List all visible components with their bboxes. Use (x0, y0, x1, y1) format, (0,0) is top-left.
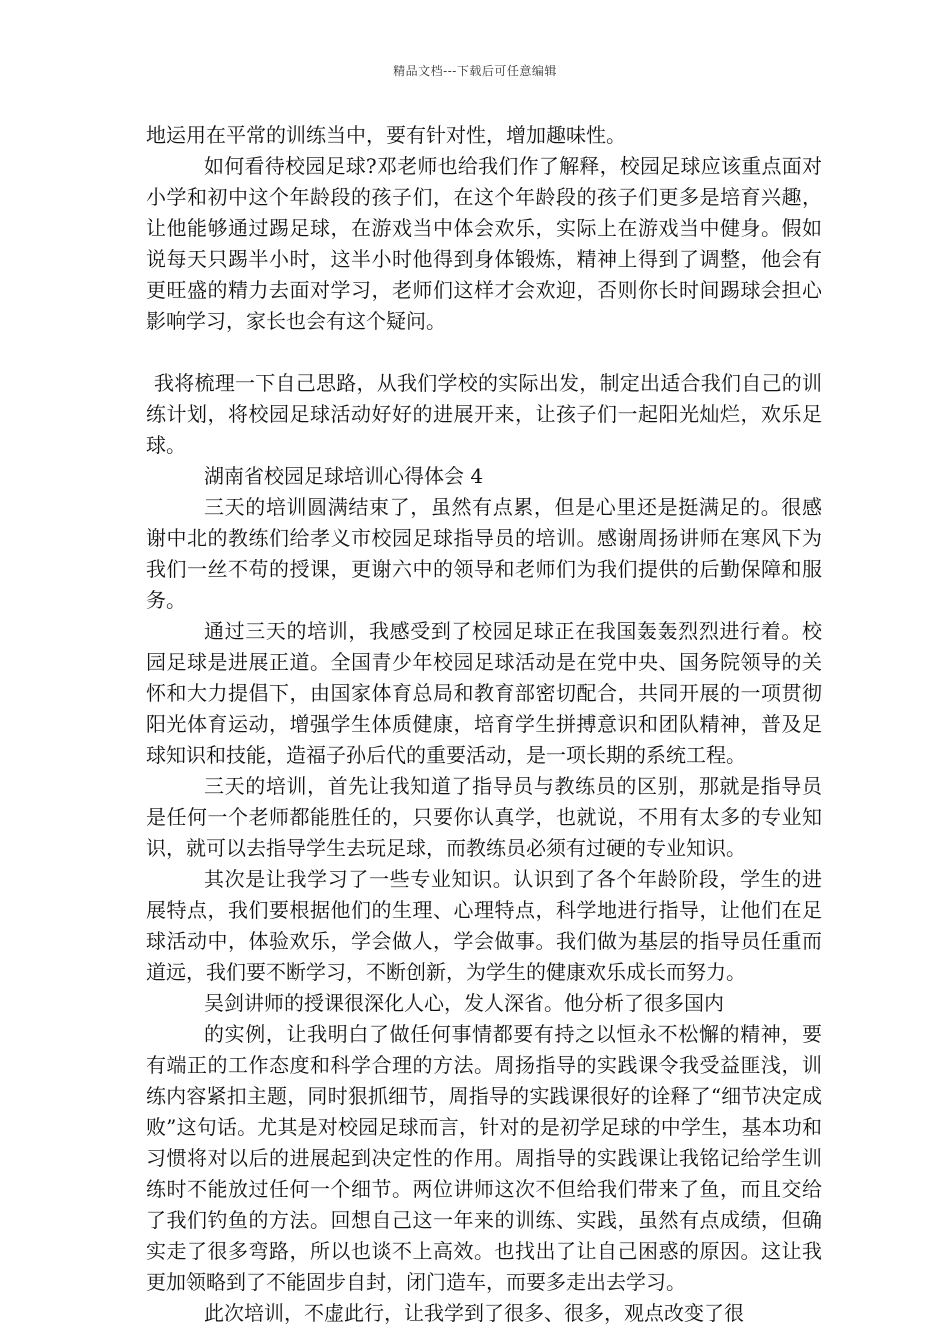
document-body (146, 120, 822, 1329)
section-heading: 湖南省校园足球培训心得体会 4 (204, 464, 484, 488)
page-header: 精品文档---下载后可任意编辑 (393, 64, 557, 78)
paragraph-training-plan: 我将梳理一下自己思路，从我们学校的实际出发，制定出适合我们自己的训练计划，将校园足球活动好好的进展开来，让孩子们一起阳光灿烂，欢乐足球。 (146, 371, 822, 457)
paragraph-professional-knowledge: 其次是让我学习了一些专业知识。认识到了各个年龄阶段，学生的进展特点，我们要根据他们的生理、心理特点，科学地进行指导，让他们在足球活动中，体验欢乐，学会做人，学会做事。我们做为基层的指导员任重而道远，我们要不断学习，不断创新，为学生的健康欢乐成长而努力。 (146, 867, 822, 984)
paragraph-instructor-difference: 三天的培训，首先让我知道了指导员与教练员的区别，那就是指导员是任何一个老师都能胜任的，只要你认真学，也就说，不用有太多的专业知识，就可以去指导学生去玩足球，而教练员必须有过硬的专业知识。 (146, 774, 822, 860)
paragraph-campus-football-view: 如何看待校园足球?邓老师也给我们作了解释，校园足球应该重点面对小学和初中这个年龄段的孩子们，在这个年龄段的孩子们更多是培育兴趣，让他能够通过踢足球，在游戏当中体会欢乐，实际上在游戏当中健身。假如说每天只踢半小时，这半小时他得到身体锻炼，精神上得到了调整，他会有更旺盛的精力去面对学习，老师们这样才会欢迎，否则你长时间踢球会担心影响学习，家长也会有这个疑问。 (146, 154, 822, 333)
paragraph-examples: 的实例，让我明白了做任何事情都要有持之以恒永不松懈的精神，要有端正的工作态度和科学合理的方法。周扬指导的实践课令我受益匪浅，训练内容紧扣主题，同时狠抓细节，周指导的实践课很好的诠释了“细节决定成败”这句话。尤其是对校园足球而言，针对的是初学足球的中学生，基本功和习惯将对以后的进展起到决定性的作用。周指导的实践课让我铭记给学生训练时不能放过任何一个细节。两位讲师这次不但给我们带来了鱼，而且交给了我们钓鱼的方法。回想自己这一年来的训练、实践，虽然有点成绩，但确实走了很多弯路，所以也谈不上高效。也找出了让自己困惑的原因。这让我更加领略到了不能固步自封，闭门造车，而要多走出去学习。 (146, 1022, 822, 1294)
paragraph-three-days: 通过三天的培训，我感受到了校园足球正在我国轰轰烈烈进行着。校园足球是进展正道。全国青少年校园足球活动是在党中央、国务院领导的关怀和大力提倡下，由国家体育总局和教育部密切配合，共同开展的一项贯彻阳光体育运动，增强学生体质健康，培育学生拼搏意识和团队精神，普及足球知识和技能，造福子孙后代的重要活动，是一项长期的系统工程。 (146, 619, 822, 767)
paragraph-continuation: 地运用在平常的训练当中，要有针对性，增加趣味性。 (146, 123, 626, 147)
paragraph-training-ended: 三天的培训圆满结束了，虽然有点累，但是心里还是挺满足的。很感谢中北的教练们给孝义市校园足球指导员的培训。感谢周扬讲师在寒风下为我们一丝不苟的授课，更谢六中的领导和老师们为我们提供的后勤保障和服务。 (146, 495, 822, 612)
paragraph-lecturer-wu: 吴剑讲师的授课很深化人心，发人深省。他分析了很多国内 (204, 991, 724, 1015)
paragraph-conclusion: 此次培训，不虚此行，让我学到了很多、很多，观点改变了很 (204, 1301, 744, 1325)
